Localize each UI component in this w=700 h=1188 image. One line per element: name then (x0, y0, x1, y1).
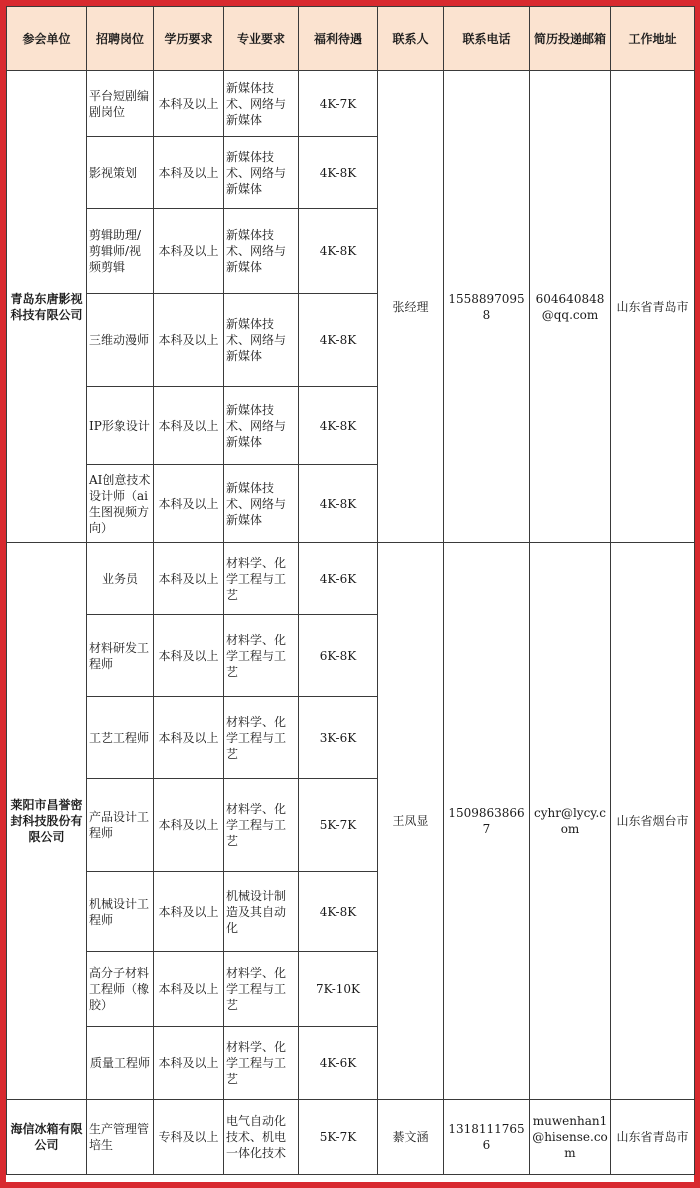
header-phone: 联系电话 (444, 7, 530, 71)
position-title: 高分子材料工程师（橡胶） (87, 952, 154, 1027)
header-education: 学历要求 (154, 7, 224, 71)
education: 专科及以上 (154, 1100, 224, 1175)
salary: 3K-6K (299, 697, 378, 779)
job-table-frame (6, 6, 694, 1182)
salary: 4K-6K (299, 1027, 378, 1100)
header-row (7, 7, 695, 71)
major: 新媒体技术、网络与新媒体 (224, 209, 299, 294)
table-row (7, 543, 695, 615)
education: 本科及以上 (154, 952, 224, 1027)
major: 材料学、化学工程与工艺 (224, 952, 299, 1027)
company-name: 青岛东唐影视科技有限公司 (7, 71, 87, 543)
position-title: 工艺工程师 (87, 697, 154, 779)
work-address: 山东省青岛市 (611, 1100, 695, 1175)
resume-email: 604640848@qq.com (530, 71, 611, 543)
position-title: 影视策划 (87, 137, 154, 209)
work-address: 山东省烟台市 (611, 543, 695, 1100)
major: 新媒体技术、网络与新媒体 (224, 294, 299, 387)
header-company: 参会单位 (7, 7, 87, 71)
major: 材料学、化学工程与工艺 (224, 543, 299, 615)
header-address: 工作地址 (611, 7, 695, 71)
position-title: 产品设计工程师 (87, 779, 154, 872)
position-title: 剪辑助理/剪辑师/视频剪辑 (87, 209, 154, 294)
table-row (7, 71, 695, 137)
position-title: 质量工程师 (87, 1027, 154, 1100)
major: 电气自动化技术、机电一体化技术 (224, 1100, 299, 1175)
header-email: 简历投递邮箱 (530, 7, 611, 71)
header-major: 专业要求 (224, 7, 299, 71)
resume-email: cyhr@lycy.com (530, 543, 611, 1100)
contact-phone: 15098638667 (444, 543, 530, 1100)
header-contact: 联系人 (378, 7, 444, 71)
salary: 4K-8K (299, 294, 378, 387)
education: 本科及以上 (154, 1027, 224, 1100)
position-title: 三维动漫师 (87, 294, 154, 387)
major: 材料学、化学工程与工艺 (224, 697, 299, 779)
education: 本科及以上 (154, 387, 224, 465)
major: 新媒体技术、网络与新媒体 (224, 387, 299, 465)
education: 本科及以上 (154, 465, 224, 543)
contact-person: 綦文涵 (378, 1100, 444, 1175)
company-name: 莱阳市昌誉密封科技股份有限公司 (7, 543, 87, 1100)
position-title: 生产管理管培生 (87, 1100, 154, 1175)
major: 新媒体技术、网络与新媒体 (224, 71, 299, 137)
table-row (7, 1100, 695, 1175)
salary: 5K-7K (299, 779, 378, 872)
major: 新媒体技术、网络与新媒体 (224, 465, 299, 543)
resume-email: muwenhan1@hisense.com (530, 1100, 611, 1175)
work-address: 山东省青岛市 (611, 71, 695, 543)
contact-phone: 15588970958 (444, 71, 530, 543)
salary: 4K-8K (299, 872, 378, 952)
education: 本科及以上 (154, 543, 224, 615)
education: 本科及以上 (154, 209, 224, 294)
salary: 4K-8K (299, 209, 378, 294)
salary: 4K-7K (299, 71, 378, 137)
salary: 6K-8K (299, 615, 378, 697)
job-table (6, 6, 695, 1175)
education: 本科及以上 (154, 779, 224, 872)
salary: 5K-7K (299, 1100, 378, 1175)
salary: 4K-8K (299, 465, 378, 543)
header-salary: 福利待遇 (299, 7, 378, 71)
salary: 4K-8K (299, 387, 378, 465)
salary: 4K-8K (299, 137, 378, 209)
position-title: 机械设计工程师 (87, 872, 154, 952)
education: 本科及以上 (154, 872, 224, 952)
major: 新媒体技术、网络与新媒体 (224, 137, 299, 209)
major: 材料学、化学工程与工艺 (224, 1027, 299, 1100)
education: 本科及以上 (154, 137, 224, 209)
major: 材料学、化学工程与工艺 (224, 615, 299, 697)
header-position: 招聘岗位 (87, 7, 154, 71)
salary: 7K-10K (299, 952, 378, 1027)
contact-person: 张经理 (378, 71, 444, 543)
position-title: 平台短剧编剧岗位 (87, 71, 154, 137)
position-title: 业务员 (87, 543, 154, 615)
company-name: 海信冰箱有限公司 (7, 1100, 87, 1175)
contact-person: 王凤显 (378, 543, 444, 1100)
education: 本科及以上 (154, 294, 224, 387)
education: 本科及以上 (154, 71, 224, 137)
education: 本科及以上 (154, 615, 224, 697)
contact-phone: 13181117656 (444, 1100, 530, 1175)
education: 本科及以上 (154, 697, 224, 779)
position-title: AI创意技术设计师（ai生图视频方向） (87, 465, 154, 543)
salary: 4K-6K (299, 543, 378, 615)
position-title: IP形象设计 (87, 387, 154, 465)
major: 机械设计制造及其自动化 (224, 872, 299, 952)
position-title: 材料研发工程师 (87, 615, 154, 697)
major: 材料学、化学工程与工艺 (224, 779, 299, 872)
